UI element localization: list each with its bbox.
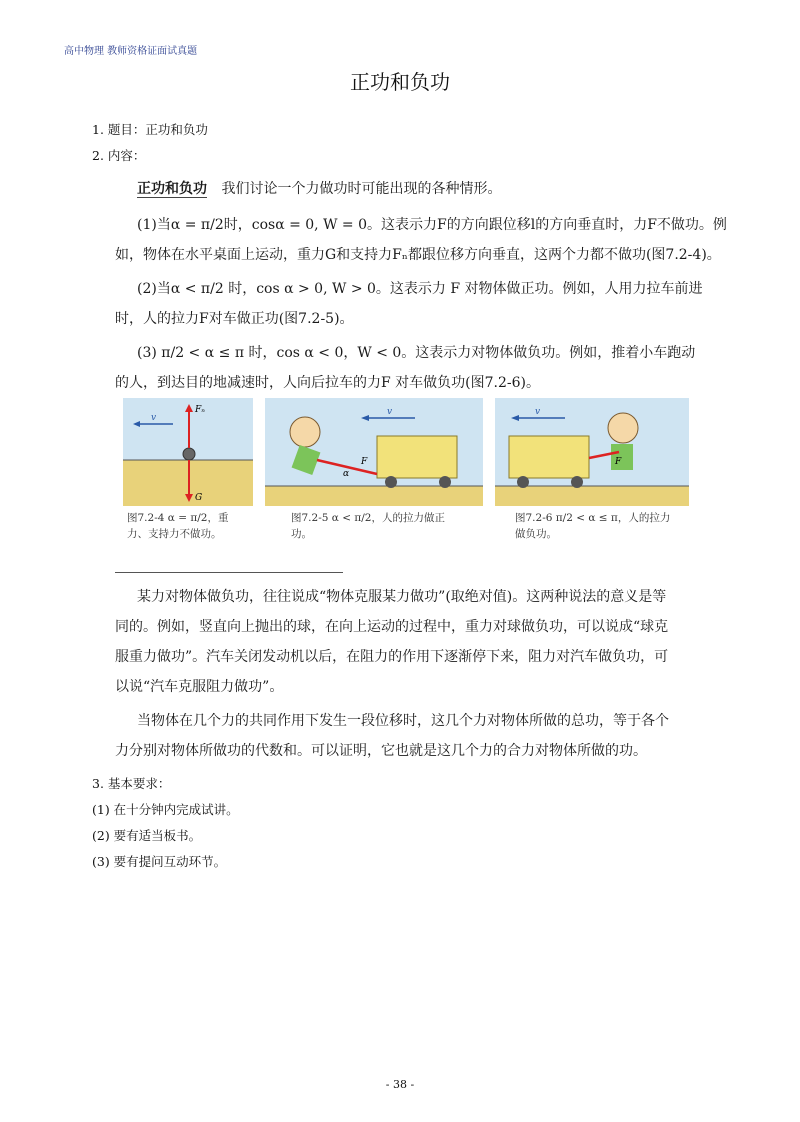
normal-force-label: Fₙ bbox=[195, 405, 205, 415]
case3-line2: 的人，到达目的地减速时，人向后拉车的力F 对车做负功(图7.2-6)。 bbox=[115, 375, 540, 391]
requirements-label: 3. 基本要求： bbox=[92, 776, 171, 791]
para2-line2: 力分别对物体所做功的代数和。可以证明，它也就是这几个力的合力对物体所做的功。 bbox=[115, 743, 647, 759]
case1-line1: (1)当α = π/2时，cosα = 0, W = 0。这表示力F的方向跟位移l的方向垂直时，力F不做功。例 bbox=[137, 217, 727, 233]
figure-7-2-5-caption: 图7.2-5 α < π/2，人的拉力做正功。 bbox=[291, 512, 445, 540]
para1-line3: 服重力做功”。汽车关闭发动机以后，在阻力的作用下逐渐停下来，阻力对汽车做负功，可 bbox=[115, 649, 669, 665]
svg-text:α: α bbox=[343, 469, 350, 479]
case3-line1: (3) π/2 < α ≤ π 时，cos α < 0，W < 0。这表示力对物体做负功。例如，推着小车跑动 bbox=[137, 345, 696, 361]
svg-text:v: v bbox=[387, 407, 393, 417]
velocity-label: v bbox=[151, 413, 157, 423]
gravity-label: G bbox=[195, 493, 203, 503]
requirement-item: (1) 在十分钟内完成试讲。 bbox=[92, 802, 239, 817]
para1-line2: 同的。例如，竖直向上抛出的球，在向上运动的过程中，重力对球做负功，可以说成“球克 bbox=[115, 619, 669, 635]
page-title: 正功和负功 bbox=[350, 70, 450, 94]
topic-line: 1. 题目：正功和负功 bbox=[92, 122, 208, 137]
para2-line1: 当物体在几个力的共同作用下发生一段位移时，这几个力对物体所做的总功，等于各个 bbox=[137, 713, 669, 729]
figure-7-2-4-caption: 图7.2-4 α = π/2，重力、支持力不做功。 bbox=[127, 512, 229, 540]
figure-7-2-4 bbox=[123, 398, 253, 506]
excerpt-heading: 正功和负功 bbox=[137, 181, 207, 197]
caption-rule bbox=[115, 572, 343, 573]
para1-line4: 以说“汽车克服阻力做功”。 bbox=[115, 679, 284, 695]
requirement-item: (2) 要有适当板书。 bbox=[92, 828, 202, 843]
figure-7-2-5 bbox=[265, 398, 483, 506]
excerpt-intro: 我们讨论一个力做功时可能出现的各种情形。 bbox=[221, 181, 502, 197]
figure-7-2-6 bbox=[495, 398, 689, 506]
requirement-item: (3) 要有提问互动环节。 bbox=[92, 854, 227, 869]
case2-line2: 时，人的拉力F对车做正功(图7.2-5)。 bbox=[115, 311, 354, 327]
para1-line1: 某力对物体做负功，往往说成“物体克服某力做功”(取绝对值)。这两种说法的意义是等 bbox=[137, 589, 667, 605]
content-label: 2. 内容： bbox=[92, 148, 146, 163]
figure-7-2-6-caption: 图7.2-6 π/2 < α ≤ π，人的拉力做负功。 bbox=[515, 512, 671, 540]
svg-text:v: v bbox=[535, 407, 541, 417]
header-tag: 高中物理 教师资格证面试真题 bbox=[64, 46, 198, 57]
case2-line1: (2)当α < π/2 时，cos α > 0, W > 0。这表示力 F 对物体做正功。例如，人用力拉车前进 bbox=[137, 281, 703, 297]
svg-text:F: F bbox=[615, 457, 622, 467]
case1-line2: 如，物体在水平桌面上运动，重力G和支持力Fₙ都跟位移方向垂直，这两个力都不做功(图7.2-4)。 bbox=[115, 247, 721, 263]
textbook-excerpt bbox=[115, 170, 727, 759]
page-number: - 38 - bbox=[385, 1078, 415, 1091]
svg-text:F: F bbox=[361, 457, 368, 467]
